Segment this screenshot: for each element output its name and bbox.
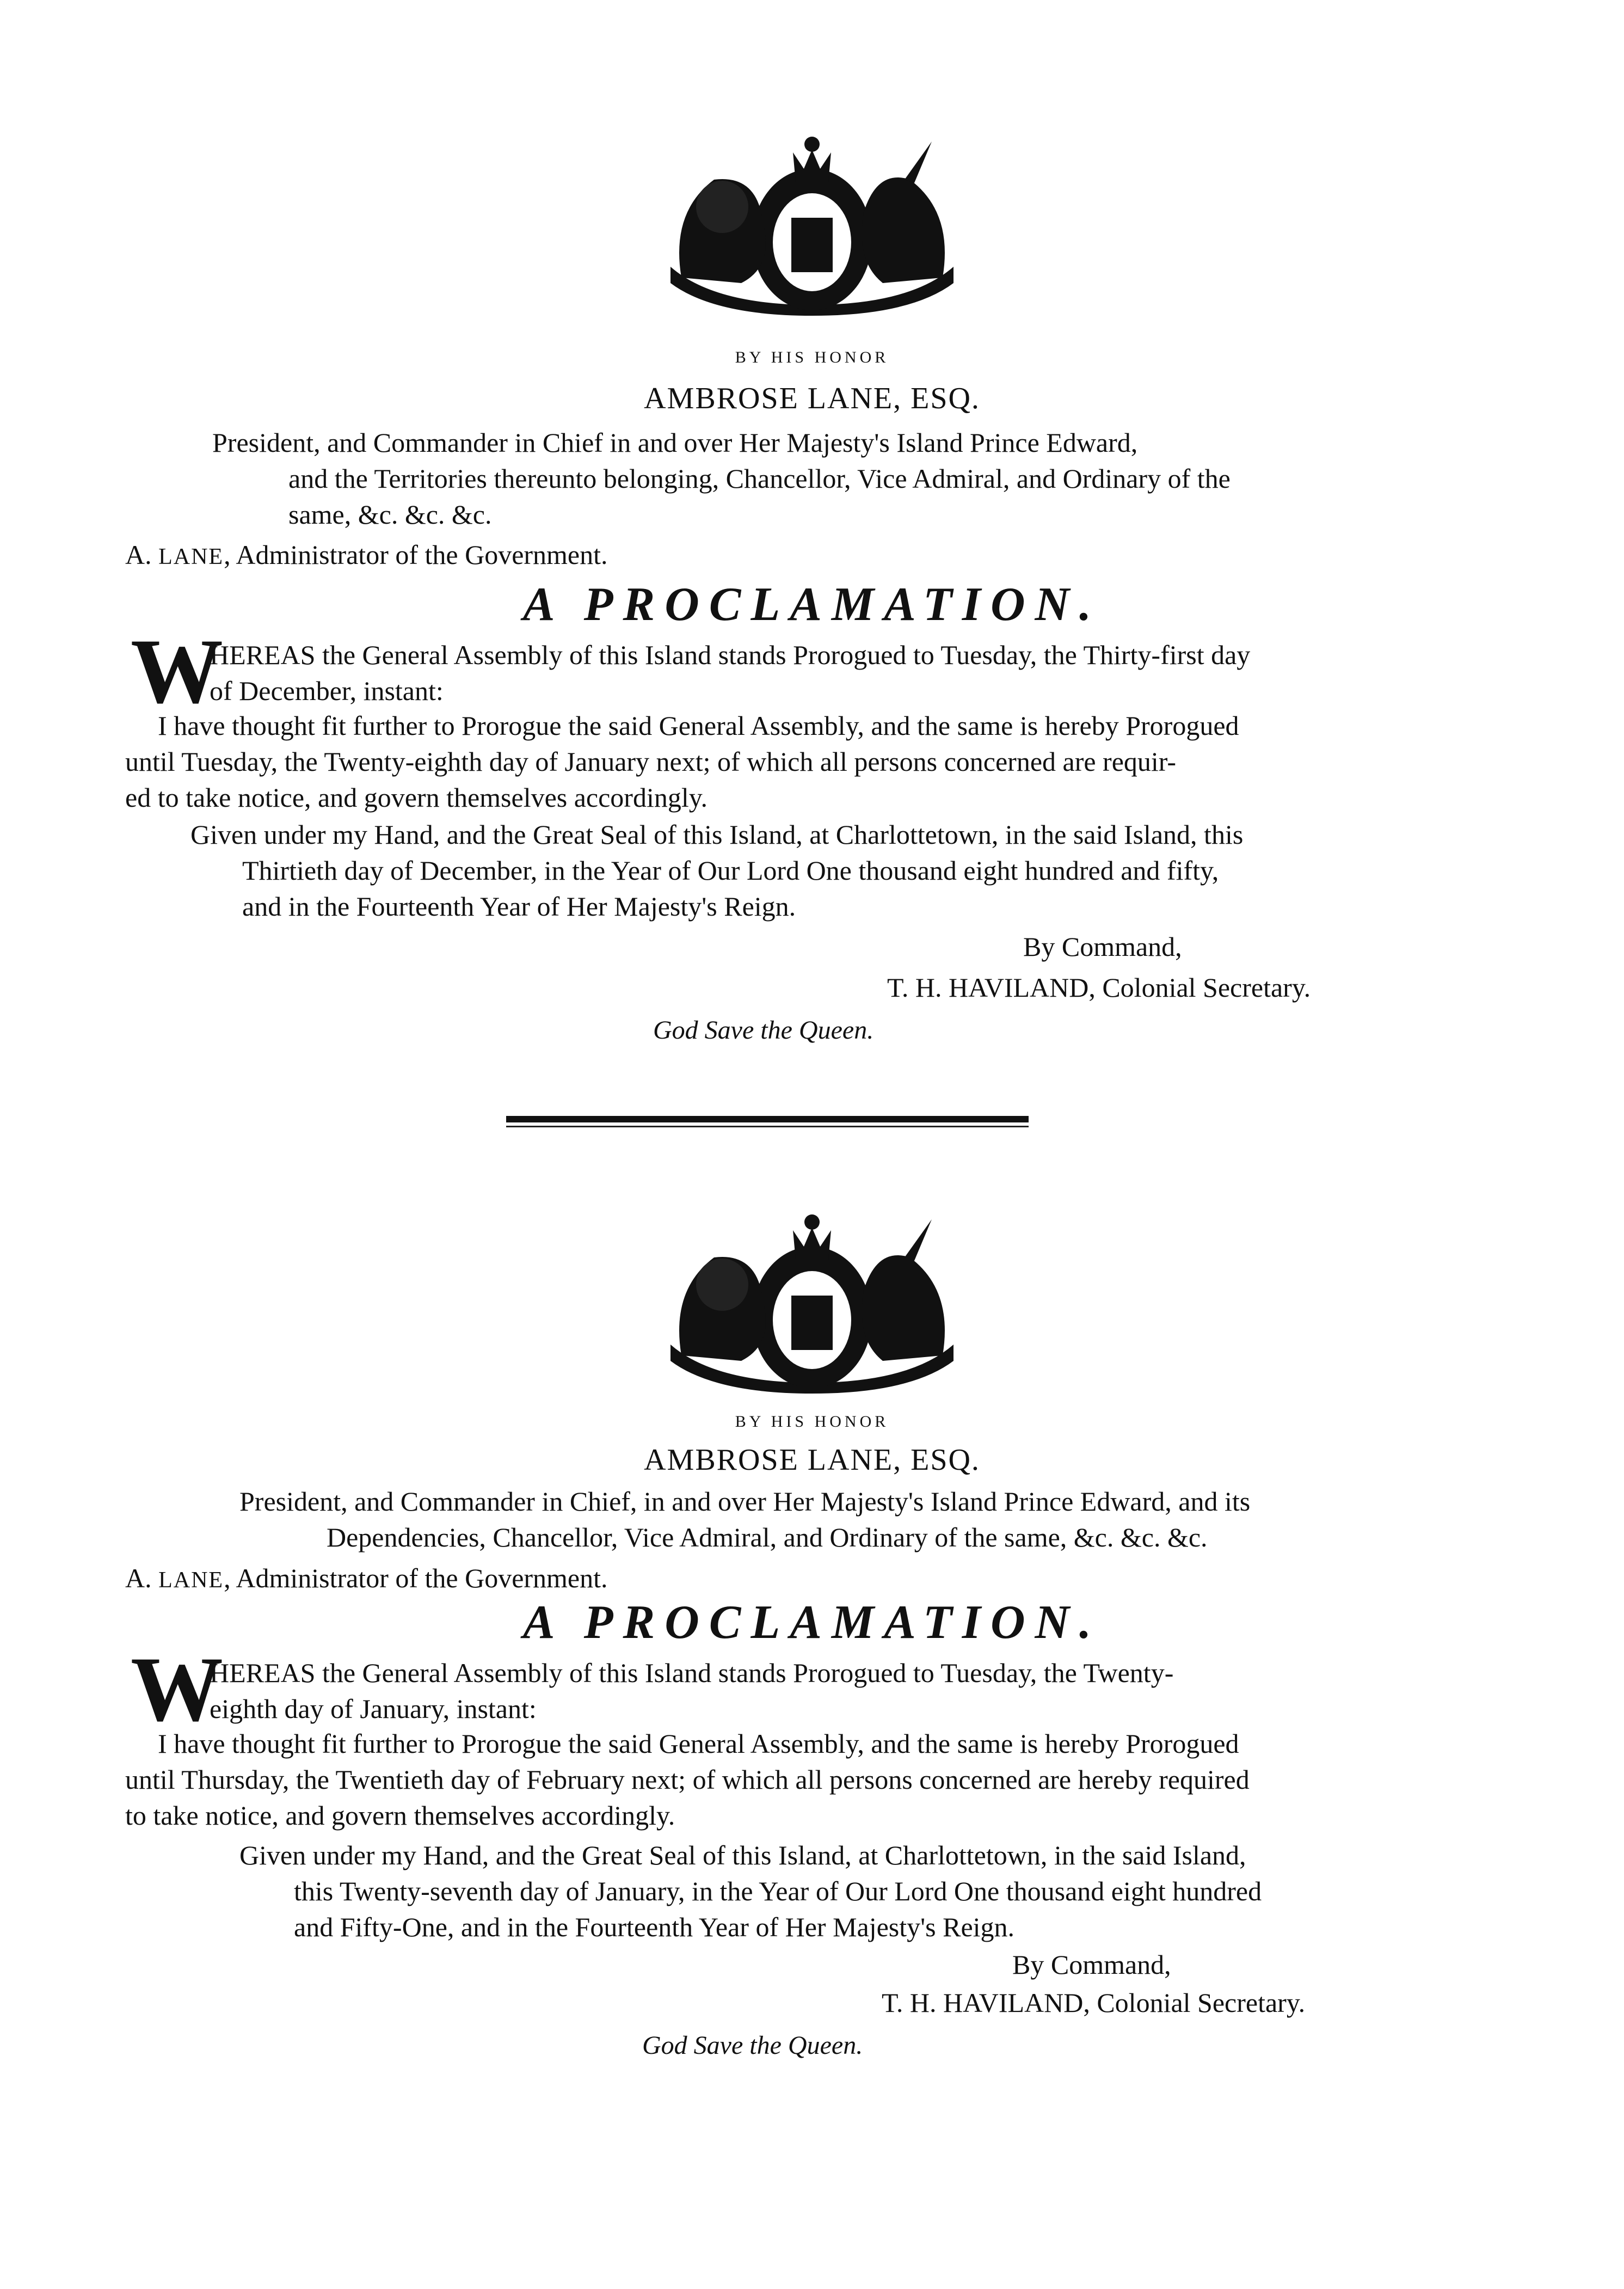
issuer-style-line: President, and Commander in Chief in and over Her Majesty's Island Prince Edward, (212, 427, 1138, 458)
proclamation-heading: A PROCLAMATION. (522, 578, 1102, 631)
given-line: Given under my Hand, and the Great Seal of this Island, at Charlottetown, in the said Island, this (190, 819, 1244, 850)
section-divider (506, 1116, 1029, 1127)
admin-surname: LANE (158, 1568, 224, 1593)
issuer-name: AMBROSE LANE, ESQ. (644, 1443, 980, 1477)
whereas-line: HEREAS the General Assembly of this Island stands Prorogued to Tuesday, the Thirty-first day (210, 640, 1251, 670)
issuer-style-line: and the Territories thereunto belonging, Chancellor, Vice Admiral, and Ordinary of the (288, 463, 1231, 494)
proclamation-heading: A PROCLAMATION. (522, 1596, 1102, 1649)
given-line: Given under my Hand, and the Great Seal of this Island, at Charlottetown, in the said Island, (239, 1840, 1246, 1870)
given-line: Thirtieth day of December, in the Year of Our Lord One thousand eight hundred and fifty, (242, 855, 1219, 886)
signatory: T. H. HAVILAND, Colonial Secretary. (882, 1987, 1306, 2018)
admin-rest: , Administrator of the Government. (224, 1563, 608, 1593)
given-line: and Fifty-One, and in the Fourteenth Year of Her Majesty's Reign. (294, 1912, 1015, 1942)
administrator-line (125, 1562, 608, 1594)
by-his-honor-label: BY HIS HONOR (735, 348, 889, 366)
administrator-line (125, 539, 608, 570)
issuer-style-line: same, &c. &c. &c. (288, 499, 492, 530)
admin-rest: , Administrator of the Government. (224, 539, 608, 570)
by-command: By Command, (1023, 931, 1182, 962)
royal-coat-of-arms-icon (649, 1208, 975, 1394)
prorogue-line: ed to take notice, and govern themselves accordingly. (125, 782, 708, 813)
prorogue-line: I have thought fit further to Prorogue the said General Assembly, and the same is hereby Prorogued (158, 1728, 1239, 1759)
prorogue-line: until Thursday, the Twentieth day of February next; of which all persons concerned are hereby required (125, 1764, 1250, 1795)
prorogue-line: I have thought fit further to Prorogue the said General Assembly, and the same is hereby Prorogued (158, 710, 1239, 741)
god-save-the-queen: God Save the Queen. (642, 2031, 863, 2060)
issuer-style-line: Dependencies, Chancellor, Vice Admiral, and Ordinary of the same, &c. &c. &c. (327, 1522, 1208, 1552)
whereas-line: eighth day of January, instant: (210, 1693, 537, 1724)
given-line: and in the Fourteenth Year of Her Majesty's Reign. (242, 891, 796, 922)
given-line: this Twenty-seventh day of January, in the Year of Our Lord One thousand eight hundred (294, 1876, 1262, 1906)
admin-initial: A. (125, 1563, 159, 1593)
god-save-the-queen: God Save the Queen. (653, 1016, 874, 1045)
by-command: By Command, (1012, 1949, 1171, 1980)
signatory: T. H. HAVILAND, Colonial Secretary. (887, 972, 1311, 1003)
prorogue-line: until Tuesday, the Twenty-eighth day of January next; of which all persons concerned are requir- (125, 746, 1177, 777)
issuer-name: AMBROSE LANE, ESQ. (644, 382, 980, 415)
drop-cap: W (131, 1638, 223, 1740)
admin-surname: LANE (158, 544, 224, 569)
prorogue-line: to take notice, and govern themselves accordingly. (125, 1800, 675, 1831)
royal-coat-of-arms-icon (649, 131, 975, 316)
admin-initial: A. (125, 539, 159, 570)
by-his-honor-label: BY HIS HONOR (735, 1413, 889, 1431)
issuer-style-line: President, and Commander in Chief, in and over Her Majesty's Island Prince Edward, and its (239, 1486, 1251, 1517)
whereas-line: of December, instant: (210, 676, 444, 706)
whereas-line: HEREAS the General Assembly of this Island stands Prorogued to Tuesday, the Twenty- (210, 1658, 1174, 1688)
drop-cap: W (131, 620, 223, 722)
